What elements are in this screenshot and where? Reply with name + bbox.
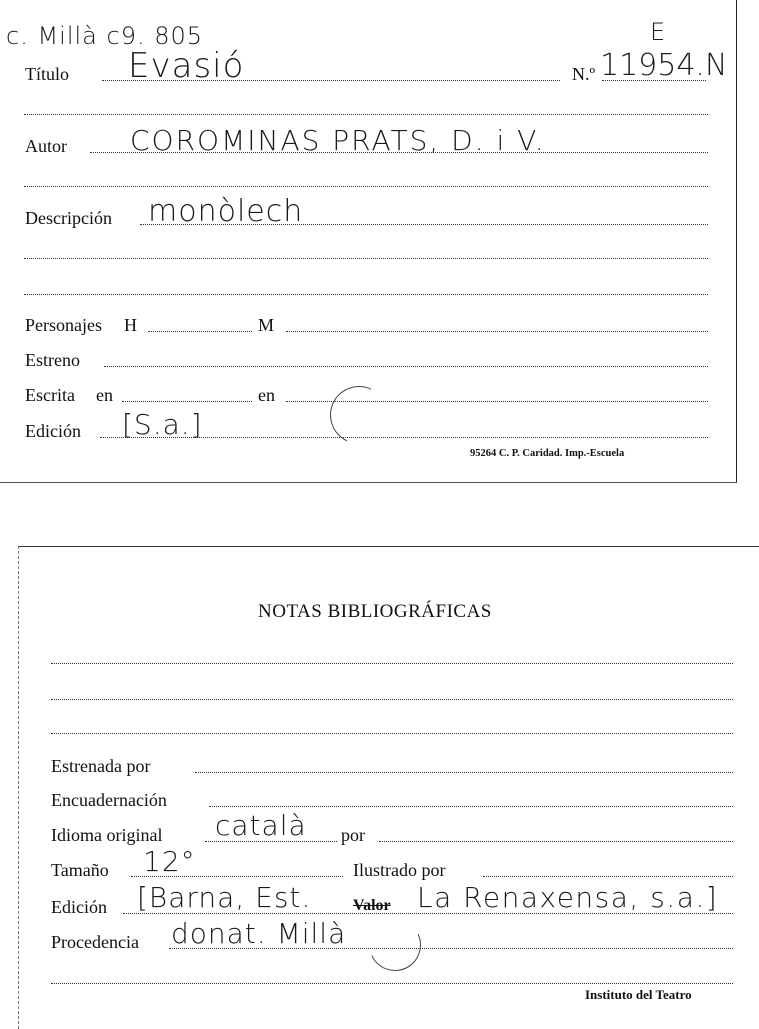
corner-mark: E (650, 18, 667, 46)
escrita-label: Escrita (25, 385, 75, 405)
notas-heading: NOTAS BIBLIOGRÁFICAS (258, 601, 492, 622)
idioma-label: Idioma original (51, 825, 163, 845)
idioma-por-line (379, 841, 733, 842)
personajes-label: Personajes (25, 315, 102, 335)
edicion2-value-a: [Barna, Est. (137, 881, 312, 914)
personajes-h-line (148, 331, 252, 332)
descripcion-value: monòlech (148, 194, 304, 229)
margin-note: c. Millà c9. 805 (6, 22, 204, 50)
encuadernacion-line (209, 806, 733, 807)
notas-bottom-line (51, 983, 733, 984)
autor-line-2 (24, 186, 708, 187)
notas-line-3 (51, 733, 733, 734)
escrita-en-label: en (96, 385, 113, 405)
titulo-line-2 (24, 114, 708, 115)
tamano-label: Tamaño (51, 860, 109, 880)
catalog-card-back (18, 546, 759, 1029)
ilustrado-label: Ilustrado por (353, 860, 446, 880)
idioma-por-label: por (341, 825, 365, 845)
descripcion-line-3 (24, 294, 708, 295)
autor-label: Autor (25, 136, 67, 156)
encuadernacion-label: Encuadernación (51, 790, 167, 810)
estrenada-label: Estrenada por (51, 756, 151, 776)
catalog-card-front (0, 0, 737, 483)
edicion2-struck-label: Valor (353, 897, 391, 914)
numero-label: N.º (572, 64, 596, 84)
footer-institution: Instituto del Teatro (585, 987, 692, 1002)
notas-line-2 (51, 699, 733, 700)
titulo-value: Evasió (128, 46, 245, 86)
descripcion-label: Descripción (25, 208, 112, 228)
punch-hole-mark-2 (362, 912, 429, 979)
idioma-value: català (215, 809, 307, 842)
tamano-value: 12° (143, 845, 196, 878)
escrita-line-1 (122, 401, 252, 402)
edicion2-label: Edición (51, 897, 107, 917)
procedencia-value: donat. Millà (171, 917, 347, 950)
edicion-value: [S.a.] (122, 408, 203, 441)
personajes-m-line (286, 331, 708, 332)
personajes-m-label: M (258, 315, 275, 335)
printer-imprint: 95264 C. P. Caridad. Imp.-Escuela (470, 448, 625, 459)
titulo-label: Título (25, 64, 69, 84)
autor-value: COROMINAS PRATS, D. i V. (130, 124, 546, 157)
estrenada-line (195, 772, 733, 773)
personajes-h-label: H (124, 315, 137, 335)
punch-hole-mark (322, 378, 396, 452)
ilustrado-line (483, 876, 733, 877)
descripcion-line-2 (24, 258, 708, 259)
procedencia-label: Procedencia (51, 932, 139, 952)
estreno-line (104, 366, 708, 367)
escrita-en2-label: en (258, 385, 275, 405)
edicion2-value-b: La Renaxensa, s.a.] (417, 881, 719, 914)
estreno-label: Estreno (25, 350, 80, 370)
edicion-label: Edición (25, 421, 81, 441)
notas-line-1 (51, 663, 733, 664)
numero-value: 11954.N (600, 48, 728, 83)
